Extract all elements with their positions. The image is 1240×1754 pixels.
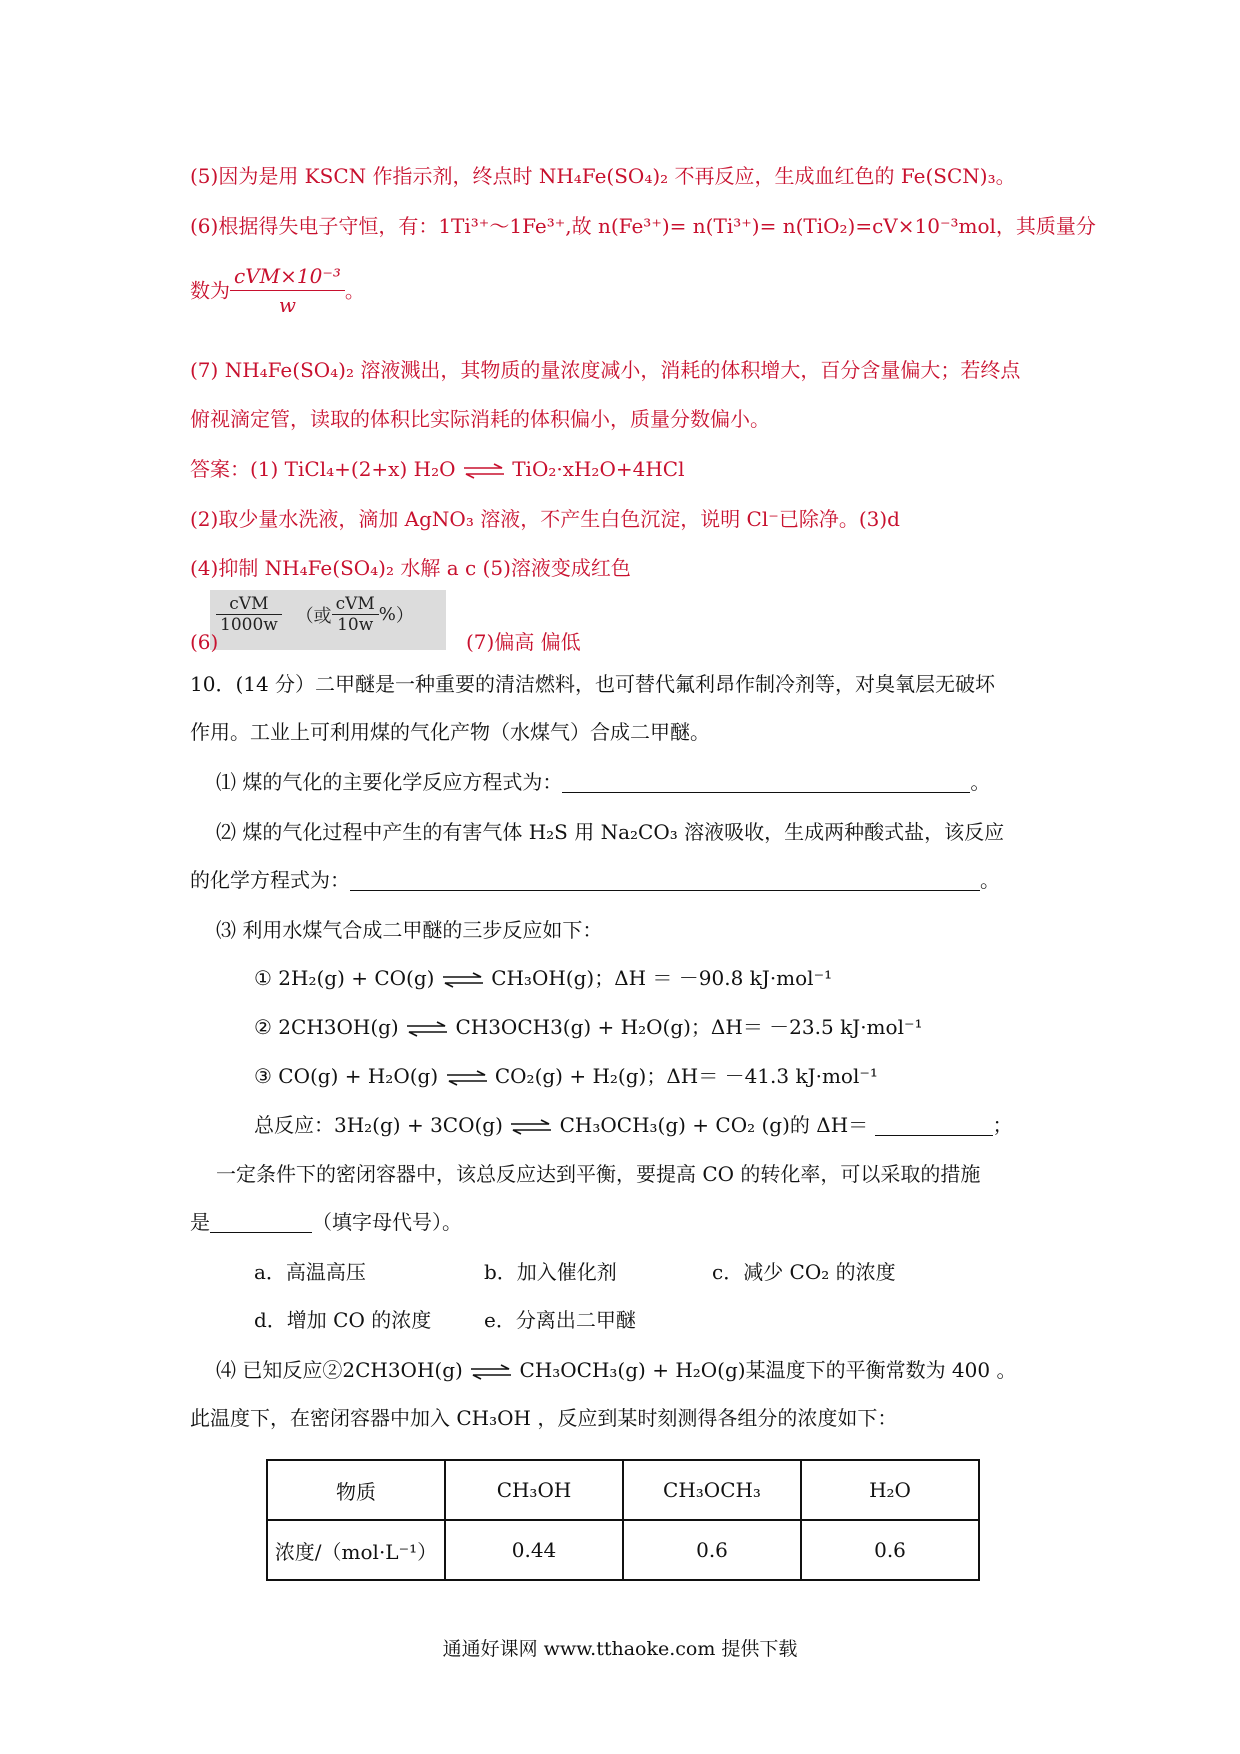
answer-1-right: TiO₂·xH₂O+4HCl: [512, 457, 685, 481]
page-footer: 通通好课网 www.tthaoke.com 提供下载: [442, 1638, 798, 1660]
answer-6-label: (6): [190, 630, 219, 654]
q1-end: 。: [970, 770, 991, 794]
total-reaction-left: 总反应：3H₂(g) + 3CO(g): [254, 1113, 503, 1137]
answer-6-frac2: [332, 594, 379, 635]
option-b: b．加入催化剂: [484, 1260, 617, 1284]
p6-prefix: 数为: [190, 278, 230, 303]
table-row: [267, 1520, 979, 1580]
reaction-2-right: CH3OCH3(g) + H₂O(g)；ΔH＝ －23.5 kJ·mol⁻¹: [455, 1015, 923, 1039]
concentration-table: [266, 1459, 980, 1581]
equilibrium-arrow-icon: [509, 1119, 553, 1135]
reaction-3-right: CO₂(g) + H₂(g)；ΔH＝ －41.3 kJ·mol⁻¹: [494, 1064, 878, 1088]
total-reaction: [254, 1111, 1013, 1139]
option-c: c．减少 CO₂ 的浓度: [712, 1260, 896, 1284]
option-d: d．增加 CO 的浓度: [254, 1308, 432, 1332]
q3-condition-line2: [190, 1208, 462, 1236]
table-cell: 0.6: [623, 1520, 801, 1580]
answer-2: (2)取少量水洗液，滴加 AgNO₃ 溶液，不产生白色沉淀，说明 Cl⁻已除净。(3)d: [190, 507, 900, 531]
solution-p7-line1: (7) NH₄Fe(SO₄)₂ 溶液溅出，其物质的量浓度减小，消耗的体积增大，百分含量偏大；若终点: [190, 358, 1021, 382]
measure-answer-blank[interactable]: [210, 1212, 312, 1233]
table-header-cell: 物质: [267, 1460, 445, 1520]
solution-p5: (5)因为是用 KSCN 作指示剂，终点时 NH₄Fe(SO₄)₂ 不再反应，生成血红色的 Fe(SCN)₃。: [190, 164, 1016, 188]
q10-q2-line1: ⑵ 煤的气化过程中产生的有害气体 H₂S 用 Na₂CO₃ 溶液吸收，生成两种酸式盐，该反应: [216, 820, 1005, 844]
table-header-cell: H₂O: [801, 1460, 979, 1520]
equilibrium-arrow-icon: [469, 1364, 513, 1380]
reaction-2: [254, 1013, 923, 1041]
equilibrium-arrow-icon: [405, 1021, 449, 1037]
reaction-1-left: ① 2H₂(g) + CO(g): [254, 966, 435, 990]
reaction-3: [254, 1062, 878, 1090]
reaction-1-right: CH₃OH(g)；ΔH ＝ －90.8 kJ·mol⁻¹: [491, 966, 833, 990]
table-row-label: 浓度/（mol·L⁻¹）: [267, 1520, 445, 1580]
q10-q4-line1: [216, 1356, 1016, 1384]
q1-answer-blank[interactable]: [562, 772, 970, 793]
option-e: e．分离出二甲醚: [484, 1308, 636, 1332]
mass-fraction-numerator: cVM×10⁻³: [230, 262, 345, 291]
answer-6-frac1-num: cVM: [216, 594, 282, 615]
delta-h-answer-blank[interactable]: [875, 1115, 993, 1136]
total-reaction-right: CH₃OCH₃(g) + CO₂ (g)的 ΔH＝: [559, 1113, 869, 1137]
table-cell: 0.44: [445, 1520, 623, 1580]
q10-q1: [216, 768, 990, 796]
total-reaction-end: ；: [992, 1113, 1013, 1137]
cond-prefix: 是: [190, 1210, 210, 1234]
q4-right: CH₃OCH₃(g) + H₂O(g)某温度下的平衡常数为 400 。: [519, 1358, 1017, 1382]
q3-condition-line1: 一定条件下的密闭容器中，该总反应达到平衡，要提高 CO 的转化率，可以采取的措施: [216, 1162, 981, 1186]
reaction-2-left: ② 2CH3OH(g): [254, 1015, 399, 1039]
q10-q3-intro: ⑶ 利用水煤气合成二甲醚的三步反应如下：: [216, 918, 603, 942]
equilibrium-arrow-icon: [445, 1070, 489, 1086]
equilibrium-arrow-icon: [441, 972, 485, 988]
equilibrium-arrow-icon: [462, 463, 506, 479]
solution-p6-line2: [190, 262, 365, 319]
answer-6-or: （或: [295, 605, 332, 627]
cond-suffix: （填字母代号）。: [312, 1210, 462, 1234]
q4-left: ⑷ 已知反应②2CH3OH(g): [216, 1358, 463, 1382]
table-cell: 0.6: [801, 1520, 979, 1580]
reaction-1: [254, 964, 832, 992]
solution-p7-line2: 俯视滴定管，读取的体积比实际消耗的体积偏小，质量分数偏小。: [190, 407, 770, 431]
answer-6-frac1-den: 1000w: [220, 615, 278, 635]
answer-1: [190, 455, 684, 483]
answer-6-frac1: [216, 594, 282, 635]
q10-intro-line2: 作用。工业上可利用煤的气化产物（水煤气）合成二甲醚。: [190, 720, 710, 744]
solution-p6-line1: (6)根据得失电子守恒，有：1Ti³⁺～1Fe³⁺,故 n(Fe³⁺)= n(Ti³⁺)= n(TiO₂)=cV×10⁻³mol，其质量分: [190, 214, 1096, 238]
q2-end: 。: [980, 868, 1000, 892]
p6-suffix: 。: [344, 278, 365, 303]
q10-q4-line2: 此温度下，在密闭容器中加入 CH₃OH ，反应到某时刻测得各组分的浓度如下：: [190, 1406, 898, 1430]
table-header-cell: CH₃OH: [445, 1460, 623, 1520]
q2-text: 的化学方程式为：: [190, 868, 350, 892]
q10-q2-line2: [190, 866, 1000, 894]
mass-fraction: [230, 262, 345, 319]
answer-7: (7)偏高 偏低: [466, 630, 581, 654]
answer-6-frac2-den: 10w: [337, 615, 374, 635]
answer-4: (4)抑制 NH₄Fe(SO₄)₂ 水解 a c (5)溶液变成红色: [190, 556, 631, 580]
answer-6-pct: %: [378, 604, 396, 625]
reaction-3-left: ③ CO(g) + H₂O(g): [254, 1064, 439, 1088]
option-a: a．高温高压: [254, 1260, 366, 1284]
answer-6-frac2-num: cVM: [332, 594, 379, 615]
q1-text: ⑴ 煤的气化的主要化学反应方程式为：: [216, 770, 563, 794]
q10-intro-line1: 10．(14 分）二甲醚是一种重要的清洁燃料，也可替代氟利昂作制冷剂等，对臭氧层无破坏: [190, 672, 996, 696]
table-header-cell: CH₃OCH₃: [623, 1460, 801, 1520]
table-row: [267, 1460, 979, 1520]
answer-6-close: ）: [395, 605, 414, 627]
q2-answer-blank[interactable]: [350, 870, 980, 891]
answer-6-image: [210, 590, 446, 650]
mass-fraction-denominator: w: [278, 293, 297, 317]
answer-1-left: 答案：(1) TiCl₄+(2+x) H₂O: [190, 457, 456, 481]
